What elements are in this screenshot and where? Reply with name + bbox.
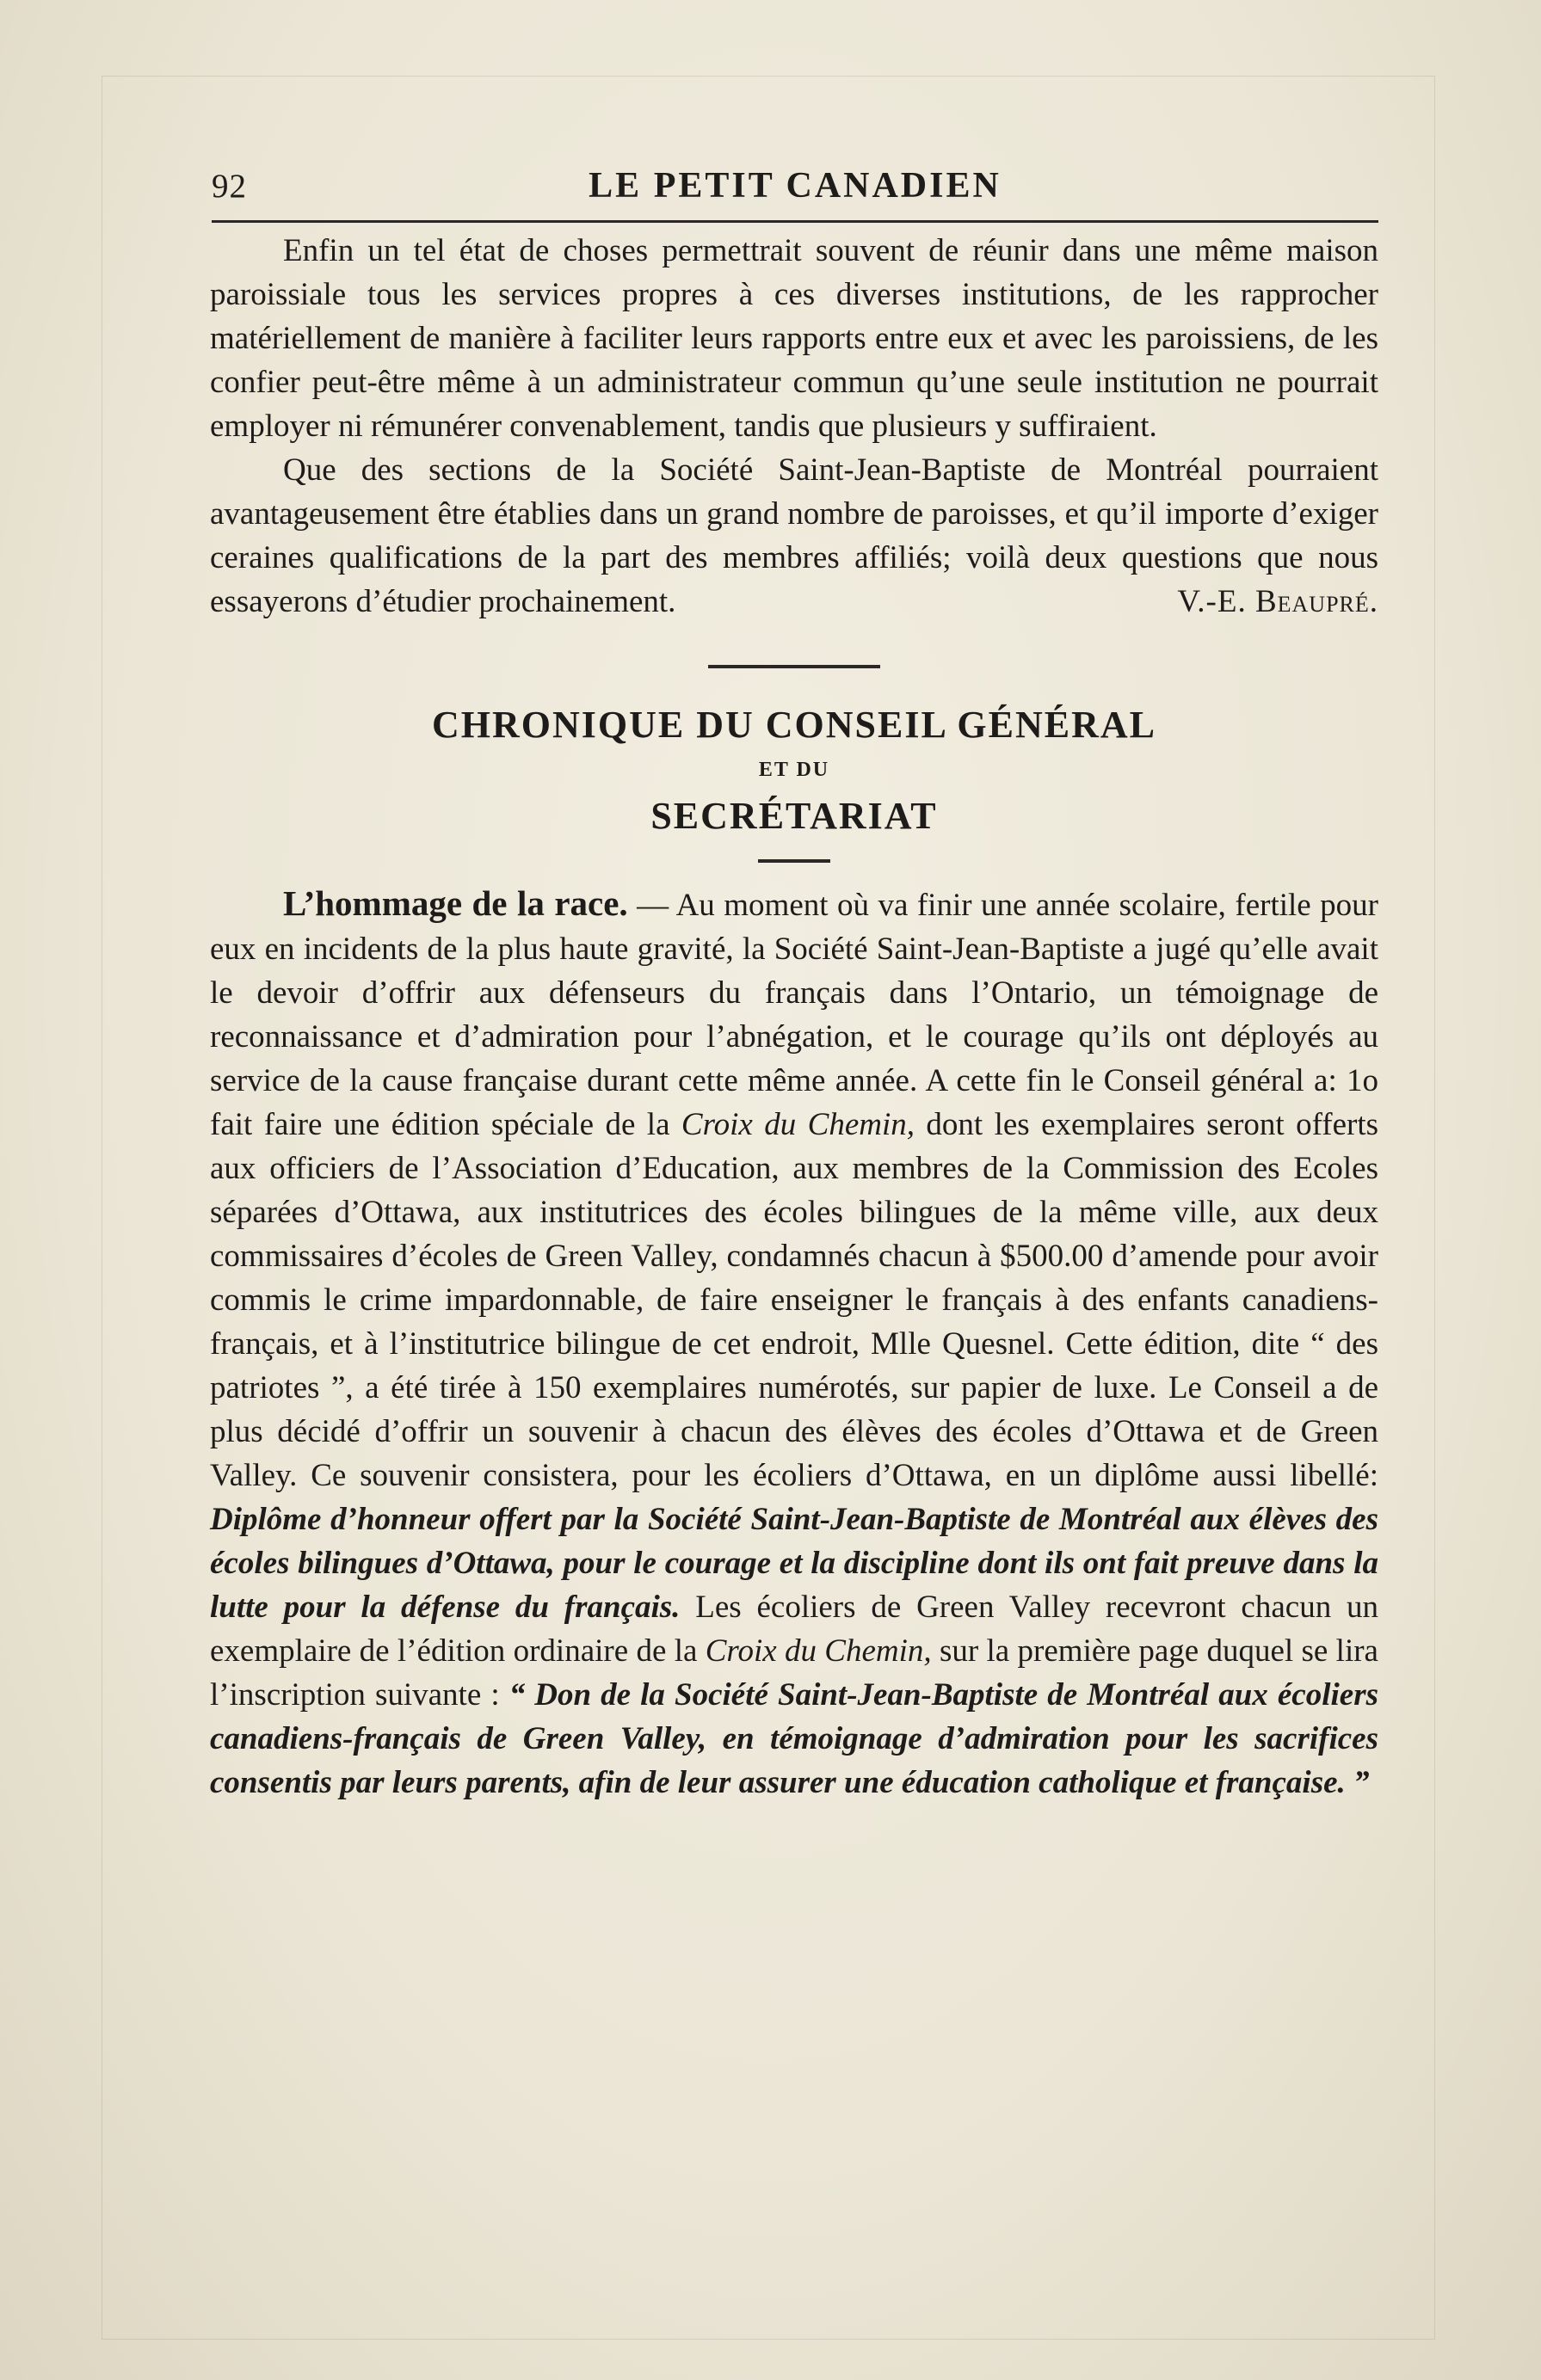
page-number: 92	[212, 168, 247, 205]
article-text-2: dont les exemplaires seront offerts aux officiers de l’Association d’Education, aux membres de la Commission des Ecoles séparées d’Ottawa, aux institutrices des écoles bilingues de la même ville, aux deux commissaires d’écoles de Green Valley, condamnés chacun à $500.00 d’amende pour avoir commis le crime impardonnable, de faire enseigner le français à des enfants canadiens-français, et à l’institutrice bilingue de cet endroit, Mlle Quesnel. Cette édition, dite “ des patriotes ”, a été tirée à 150 exemplaires numérotés, sur papier de luxe. Le Conseil a de plus décidé d’offrir un souvenir à chacun des élèves des écoles d’Ottawa et de Green Valley. Ce souvenir consistera, pour les écoliers d’Ottawa, en un diplôme aussi libellé:	[210, 1107, 1379, 1493]
article-italic-4: “ Don de la Société Saint-Jean-Baptiste de Montréal aux écoliers canadiens-français de Green Valley, en témoignage d’admiration pour les sacrifices consentis par leurs parents, afin de leur assurer une éducation catholique et française. ”	[210, 1677, 1378, 1800]
article-italic-3: Croix du Chemin,	[705, 1633, 932, 1669]
section-title-line3: SECRÉTARIAT	[650, 795, 938, 837]
article-italic-2: Diplôme d’honneur offert par la Société Saint-Jean-Baptiste de Montréal aux élèves des écoles bilingues d’Ottawa, pour le courage et la discipline dont ils ont fait preuve dans la lutte pour la défense du français.	[210, 1502, 1378, 1625]
signature: V.-E. Beaupré.	[1177, 584, 1378, 619]
paragraph-2-text: Que des sections de la Société Saint-Jean-Baptiste de Montréal pourraient avantageusement être établies dans un grand nombre de paroisses, et qu’il importe d’exiger ceraines qualifications de la part des membres affiliés; voilà deux questions que nous essayerons d’étudier prochainement.	[210, 452, 1378, 619]
running-title: LE PETIT CANADIEN	[589, 166, 1002, 206]
article-text-4: sur la première page duquel se lira l’inscription suivante :	[210, 1633, 1378, 1713]
article-text-3: Les écoliers de Green Valley recevront chacun un exemplaire de l’édition ordinaire de la	[210, 1590, 1378, 1669]
article-paragraph	[210, 882, 1378, 1805]
paragraph-2	[210, 448, 1378, 624]
header-rule	[212, 220, 1378, 223]
article-text-1: — Au moment où va finir une année scolaire, fertile pour eux en incidents de la plus haute gravité, la Société Saint-Jean-Baptiste a jugé qu’elle avait le devoir d’offrir aux défenseurs du français dans l’Ontario, un témoignage de reconnaissance et d’admiration pour l’abnégation, et le courage qu’ils ont déployés au service de la cause française durant cette même année. A cette fin le Conseil général a: 1o fait faire une édition spéciale de la	[210, 888, 1379, 1142]
page-header	[212, 162, 1378, 215]
page-body	[210, 229, 1378, 1805]
article-run-in-heading: L’hommage de la race.	[283, 883, 628, 923]
section-title-line1: CHRONIQUE DU CONSEIL GÉNÉRAL	[431, 704, 1157, 746]
section-title-line2: ET DU	[758, 759, 830, 781]
article-italic-1: Croix du Chemin,	[681, 1107, 915, 1142]
paragraph-1: Enfin un tel état de choses permettrait souvent de réunir dans une même maison paroissiale tous les services propres à ces diverses institutions, de les rapprocher matériellement de manière à faciliter leurs rapports entre eux et avec les paroissiens, de les confier peut-être même à un administrateur commun qu’une seule institution ne pourrait employer ni rémunérer convenablement, tandis que plusieurs y suffiraient.	[210, 233, 1378, 444]
